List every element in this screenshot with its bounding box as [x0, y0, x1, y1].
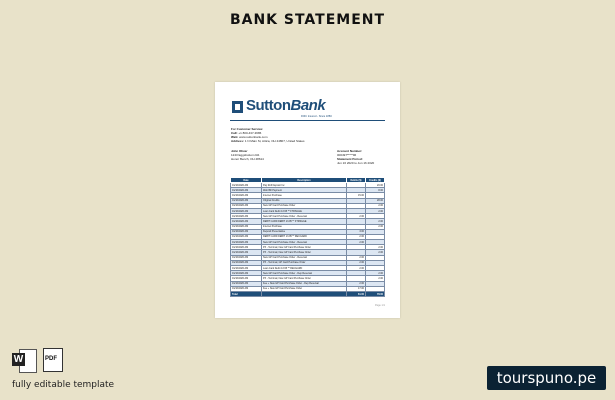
statement-period-label: Statement Period:	[337, 157, 363, 161]
cell-credit: 2.00	[366, 203, 385, 208]
contact-address	[231, 139, 305, 143]
cell-credit: 2.00	[366, 250, 385, 255]
cell-description: Internet Purchase	[262, 193, 347, 198]
col-description: Description	[262, 178, 347, 183]
cell-credit: 2.00	[366, 271, 385, 276]
cell-description: PX - Terminal, New GP Card Purchase Order	[262, 250, 347, 255]
cell-description: Fee + New GP Card Purchase Order - Dep Reversal	[262, 281, 347, 286]
bank-tagline: FDIC Insured - Since 1883	[301, 115, 332, 118]
cell-description: PX - Terminal, New GP Card Purchase Order	[262, 245, 347, 250]
call-value: +1 800-437-3686	[238, 131, 262, 135]
cell-description: Loan Card Debit 13.95 ** FTRSGGE	[262, 208, 347, 213]
cell-description: PX - Terminal, New GP Card Purchase Order	[262, 276, 347, 281]
total-debits: 61.00	[347, 291, 366, 296]
cell-description: Fee + New GP Card Purchase Order	[262, 286, 347, 291]
bank-name-part1: Sutton	[246, 97, 291, 114]
cell-credit: 8.00	[366, 188, 385, 193]
sheet-page-number: Page 1/1	[374, 304, 385, 307]
cell-debit: 17.00	[347, 286, 366, 291]
cell-date: 01/16/2020 AM	[231, 219, 262, 224]
cell-credit: 2.00	[366, 208, 385, 213]
cell-description: Internet Purchase	[262, 224, 347, 229]
account-number-value: 000497*****96	[337, 153, 357, 157]
cell-description: Original Credits	[262, 198, 347, 203]
cell-debit: 2.00	[347, 281, 366, 286]
cell-credit: 28.00	[366, 198, 385, 203]
web-label: Web:	[231, 135, 239, 139]
customer-street: 1243 Eggsbottom Rd.	[231, 153, 261, 157]
cell-description: Loan Card Debit 13.95 ** RECGARD	[262, 266, 347, 271]
transactions-table	[230, 177, 385, 297]
cell-date: 01/16/2020 AM	[231, 250, 262, 255]
bank-logo-icon	[232, 101, 243, 113]
customer-city: Honor Bench, OH 48614	[231, 157, 264, 161]
cell-date: 01/16/2020 AM	[231, 208, 262, 213]
cell-date: 01/16/2020 AM	[231, 276, 262, 281]
page-title: BANK STATEMENT	[229, 12, 386, 28]
cell-debit: 2.00	[347, 266, 366, 271]
cell-description: Pay Roll Deposit Inc	[262, 183, 347, 188]
address-label: Address:	[231, 139, 245, 143]
header-divider	[230, 120, 385, 121]
cell-description: New GP Card Purchase Order - Reversal	[262, 214, 347, 219]
cell-date: 01/16/2020 AM	[231, 188, 262, 193]
cell-date: 01/16/2020 AM	[231, 234, 262, 239]
cell-debit: 2.00	[347, 240, 366, 245]
cell-debit: 2.00	[347, 214, 366, 219]
total-blank	[262, 291, 347, 296]
cell-credit: 2.00	[366, 276, 385, 281]
cell-description: New GP Card Purchase Order - Dep Reversal	[262, 271, 347, 276]
table-total-row	[231, 291, 385, 296]
pdf-file-icon	[43, 348, 63, 372]
cell-date: 01/16/2020 AM	[231, 255, 262, 260]
cell-date: 01/16/2020 AM	[231, 203, 262, 208]
word-file-icon	[12, 348, 36, 372]
cell-debit: 15.00	[347, 193, 366, 198]
cell-description: Deposit Preventative	[262, 229, 347, 234]
bank-name-part2: Bank	[290, 97, 326, 114]
cell-credit: 20.00	[366, 183, 385, 188]
cell-description: New GP Card Purchase Order - Reversal	[262, 240, 347, 245]
cell-date: 01/16/2020 AM	[231, 240, 262, 245]
total-label: Total	[231, 291, 262, 296]
cell-date: 01/16/2020 AM	[231, 245, 262, 250]
account-number-label: Account Number:	[337, 149, 363, 153]
cell-date: 01/16/2020 AM	[231, 193, 262, 198]
customer-name: John Oliver	[231, 149, 248, 153]
col-date: Date	[231, 178, 262, 183]
col-credits: Credits ($)	[366, 178, 385, 183]
cell-credit: 2.00	[366, 224, 385, 229]
cell-date: 01/16/2020 AM	[231, 198, 262, 203]
web-value: www.suttonbank.com	[239, 135, 268, 139]
cell-date: 01/16/2020 AM	[231, 229, 262, 234]
cell-date: 01/16/2020 AM	[231, 266, 262, 271]
cell-description: New GP Card Purchase Order - Reversal	[262, 255, 347, 260]
cell-debit: 3.00	[347, 229, 366, 234]
col-debits: Debits ($)	[347, 178, 366, 183]
cell-date: 01/16/2020 AM	[231, 224, 262, 229]
cell-description: Web Bill Payment	[262, 188, 347, 193]
brand-badge[interactable]: tourspuno.pe	[487, 366, 606, 390]
cell-date: 01/16/2020 AM	[231, 214, 262, 219]
cell-date: 01/16/2020 AM	[231, 271, 262, 276]
statement-period-value: Jun 16 2020 to Jun 16 2020	[337, 161, 375, 165]
contact-heading: For Customer Service:	[231, 127, 264, 131]
cell-description: New GP Card Purchase Order	[262, 203, 347, 208]
address-value: 1 N Main St, Attica, OH 44807, United States	[244, 139, 305, 143]
call-label: Call:	[231, 131, 238, 135]
cell-description: DEBIT CARD DEBIT 13.95 ** RECGARD	[262, 234, 347, 239]
cell-debit: 2.00	[347, 234, 366, 239]
cell-description: DEBIT CARD DEBIT 13.95 ** FTRSGGE	[262, 219, 347, 224]
total-credits: 78.00	[366, 291, 385, 296]
word-icon-letter: W	[13, 354, 24, 365]
bank-logo	[246, 97, 325, 114]
cell-date: 01/16/2020 AM	[231, 260, 262, 265]
statement-sheet	[215, 82, 400, 318]
cell-credit: 2.00	[366, 245, 385, 250]
cell-date: 01/16/2020 AM	[231, 281, 262, 286]
cell-credit: 2.00	[366, 219, 385, 224]
cell-date: 01/16/2020 AM	[231, 286, 262, 291]
cell-description: PX - Terminal, GP Card Purchase Order	[262, 260, 347, 265]
cell-debit: 2.00	[347, 255, 366, 260]
cell-debit: 2.00	[347, 260, 366, 265]
cell-date: 01/16/2020 AM	[231, 183, 262, 188]
template-caption: fully editable template	[12, 380, 115, 390]
pdf-icon-label: PDF	[45, 356, 57, 362]
